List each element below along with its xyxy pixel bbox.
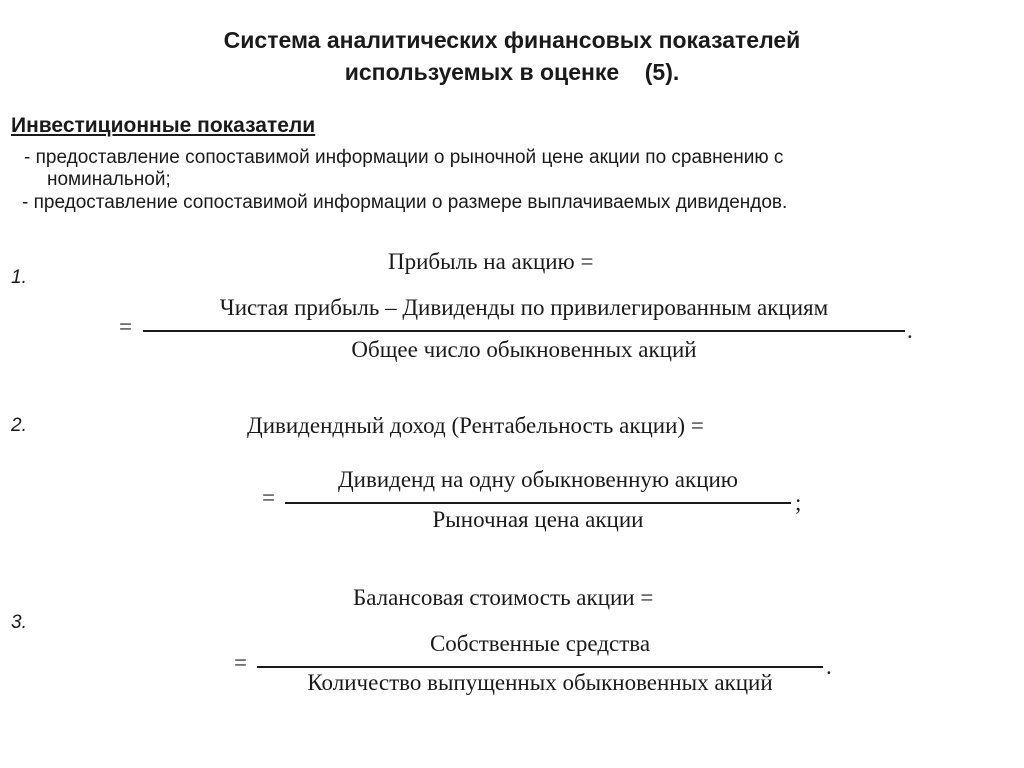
page-title	[0, 24, 1024, 88]
formula-2-fraction-bar	[285, 502, 791, 504]
formula-3-equals: =	[234, 650, 247, 675]
formula-1-equals: =	[119, 314, 132, 339]
formula-1-label: Прибыль на акцию =	[388, 249, 594, 274]
formula-2-number: 2.	[11, 415, 27, 436]
formula-2-punctuation: ;	[795, 490, 802, 515]
bullet-item-1	[24, 147, 984, 191]
section-heading: Инвестиционные показатели	[11, 114, 316, 137]
formula-1-fraction-bar	[143, 330, 905, 332]
formula-3-punctuation: .	[826, 654, 832, 679]
formula-1-punctuation: .	[907, 318, 913, 343]
formula-2-numerator: Дивиденд на одну обыкновенную акцию	[337, 467, 738, 492]
formula-2-equals: =	[262, 485, 275, 510]
formula-3-numerator: Собственные средства	[429, 631, 651, 656]
formula-2-label: Дивидендный доход (Рентабельность акции) =	[247, 413, 704, 438]
formula-3-number: 3.	[11, 612, 27, 633]
title-line-2: используемых в оценке (5).	[344, 59, 680, 85]
title-line-1: Система аналитических финансовых показателей	[223, 27, 801, 53]
bullet-1-line-2: номинальной;	[47, 169, 171, 190]
formula-1-numerator: Чистая прибыль – Дивиденды по привилегированным акциям	[219, 295, 829, 320]
formula-3-label: Балансовая стоимость акции =	[353, 585, 654, 610]
bullet-item-2: - предоставление сопоставимой информации о размере выплачиваемых дивидендов.	[22, 192, 788, 213]
formula-2-denominator: Рыночная цена акции	[432, 507, 644, 532]
formula-3-fraction-bar	[257, 666, 823, 668]
bullet-1-line-1: - предоставление сопоставимой информации о рыночной цене акции по сравнению с	[24, 147, 784, 168]
formula-3-denominator: Количество выпущенных обыкновенных акций	[307, 670, 773, 695]
formula-1-number: 1.	[11, 267, 27, 288]
formula-1-denominator: Общее число обыкновенных акций	[351, 337, 697, 362]
